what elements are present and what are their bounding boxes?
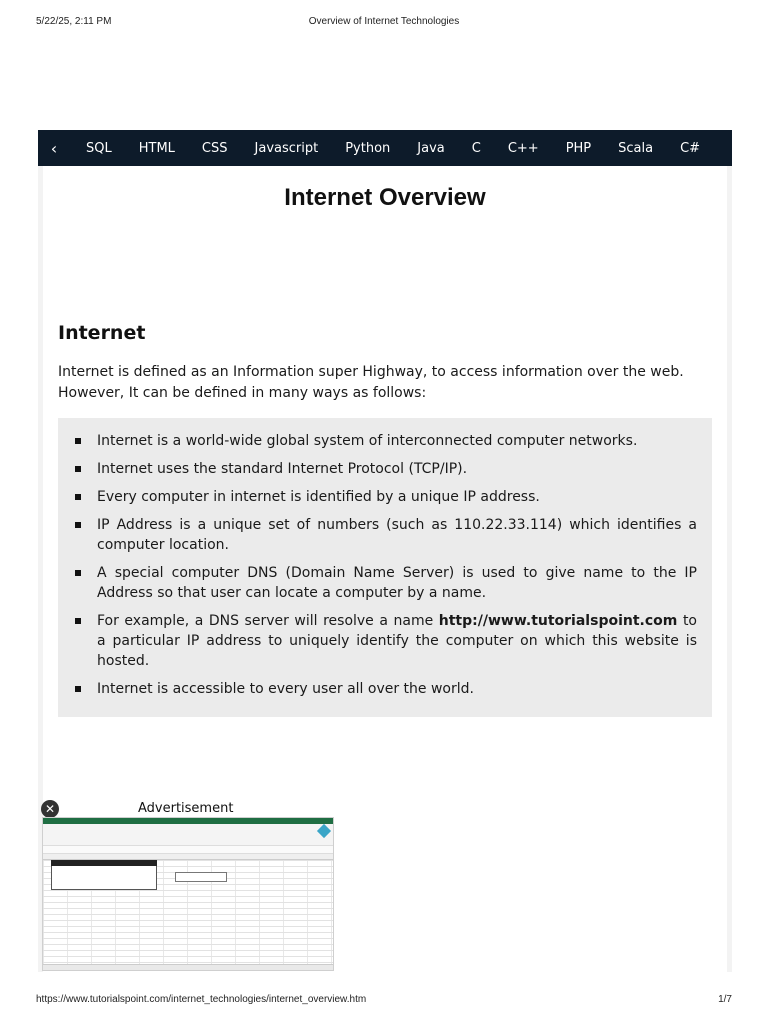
print-datetime: 5/22/25, 2:11 PM: [36, 16, 112, 27]
ad-image-statusbar: [43, 964, 334, 971]
ad-spreadsheet-image[interactable]: [42, 817, 334, 971]
list-item-text: Internet is a world-wide global system of interconnected computer networks.: [97, 433, 638, 449]
advertisement: [40, 800, 340, 972]
list-item: [73, 515, 697, 555]
ad-image-ribbon: [43, 824, 334, 846]
list-item-text: Every computer in internet is identified by a unique IP address.: [97, 489, 540, 505]
list-item: [73, 611, 697, 671]
nav-item-cpp[interactable]: C++: [507, 140, 539, 156]
ad-image-formula-bar: [43, 846, 334, 854]
advertisement-label: Advertisement: [138, 801, 234, 816]
definition-list: [73, 431, 697, 699]
nav-item-sql[interactable]: SQL: [86, 140, 112, 156]
square-bullet-icon: [75, 522, 81, 528]
square-bullet-icon: [75, 570, 81, 576]
intro-paragraph: Internet is defined as an Information super Highway, to access information over the web. However, It can be defined in many ways as follows:: [58, 364, 684, 401]
chevron-left-icon[interactable]: ‹: [50, 138, 58, 158]
square-bullet-icon: [75, 494, 81, 500]
nav-item-php[interactable]: PHP: [565, 140, 592, 156]
list-item-text: Internet is accessible to every user all over the world.: [97, 681, 474, 697]
ad-image-table-header: [51, 860, 157, 866]
print-doc-title: Overview of Internet Technologies: [308, 16, 460, 27]
nav-item-csharp[interactable]: C#: [680, 140, 701, 156]
ad-image-lookup-box: [175, 872, 227, 882]
nav-item-python[interactable]: Python: [345, 140, 391, 156]
list-item: [73, 487, 697, 507]
print-page-number: 1/7: [718, 994, 732, 1005]
list-item-text: Internet uses the standard Internet Protocol (TCP/IP).: [97, 461, 468, 477]
print-header: [0, 16, 768, 30]
top-nav: [38, 130, 732, 166]
definition-list-box: [58, 418, 712, 717]
close-icon[interactable]: ✕: [41, 800, 59, 818]
square-bullet-icon: [75, 618, 81, 624]
list-item-text: A special computer DNS (Domain Name Server) is used to give name to the IP Address so that user can locate a computer by a name.: [97, 565, 697, 601]
nav-item-java[interactable]: Java: [417, 140, 445, 156]
list-item: [73, 563, 697, 603]
nav-item-c[interactable]: C: [471, 140, 481, 156]
nav-item-css[interactable]: CSS: [201, 140, 228, 156]
square-bullet-icon: [75, 438, 81, 444]
example-text-post: to a particular IP address to uniquely identify the computer on which this website is hosted.: [97, 613, 697, 669]
example-text-pre: For example, a DNS server will resolve a name: [97, 613, 434, 629]
square-bullet-icon: [75, 466, 81, 472]
square-bullet-icon: [75, 686, 81, 692]
list-item-text: IP Address is a unique set of numbers (such as 110.22.33.114) which identifies a computer location.: [97, 517, 697, 553]
list-item: [73, 431, 697, 451]
section-heading: Internet: [58, 322, 146, 344]
list-item: [73, 679, 697, 699]
page-title: Internet Overview: [284, 184, 486, 211]
list-item: [73, 459, 697, 479]
print-url: https://www.tutorialspoint.com/internet_technologies/internet_overview.htm: [36, 994, 367, 1005]
nav-item-javascript[interactable]: Javascript: [254, 140, 319, 156]
nav-item-html[interactable]: HTML: [138, 140, 175, 156]
tutorialspoint-link: http://www.tutorialspoint.com: [438, 613, 678, 629]
nav-item-scala[interactable]: Scala: [618, 140, 654, 156]
